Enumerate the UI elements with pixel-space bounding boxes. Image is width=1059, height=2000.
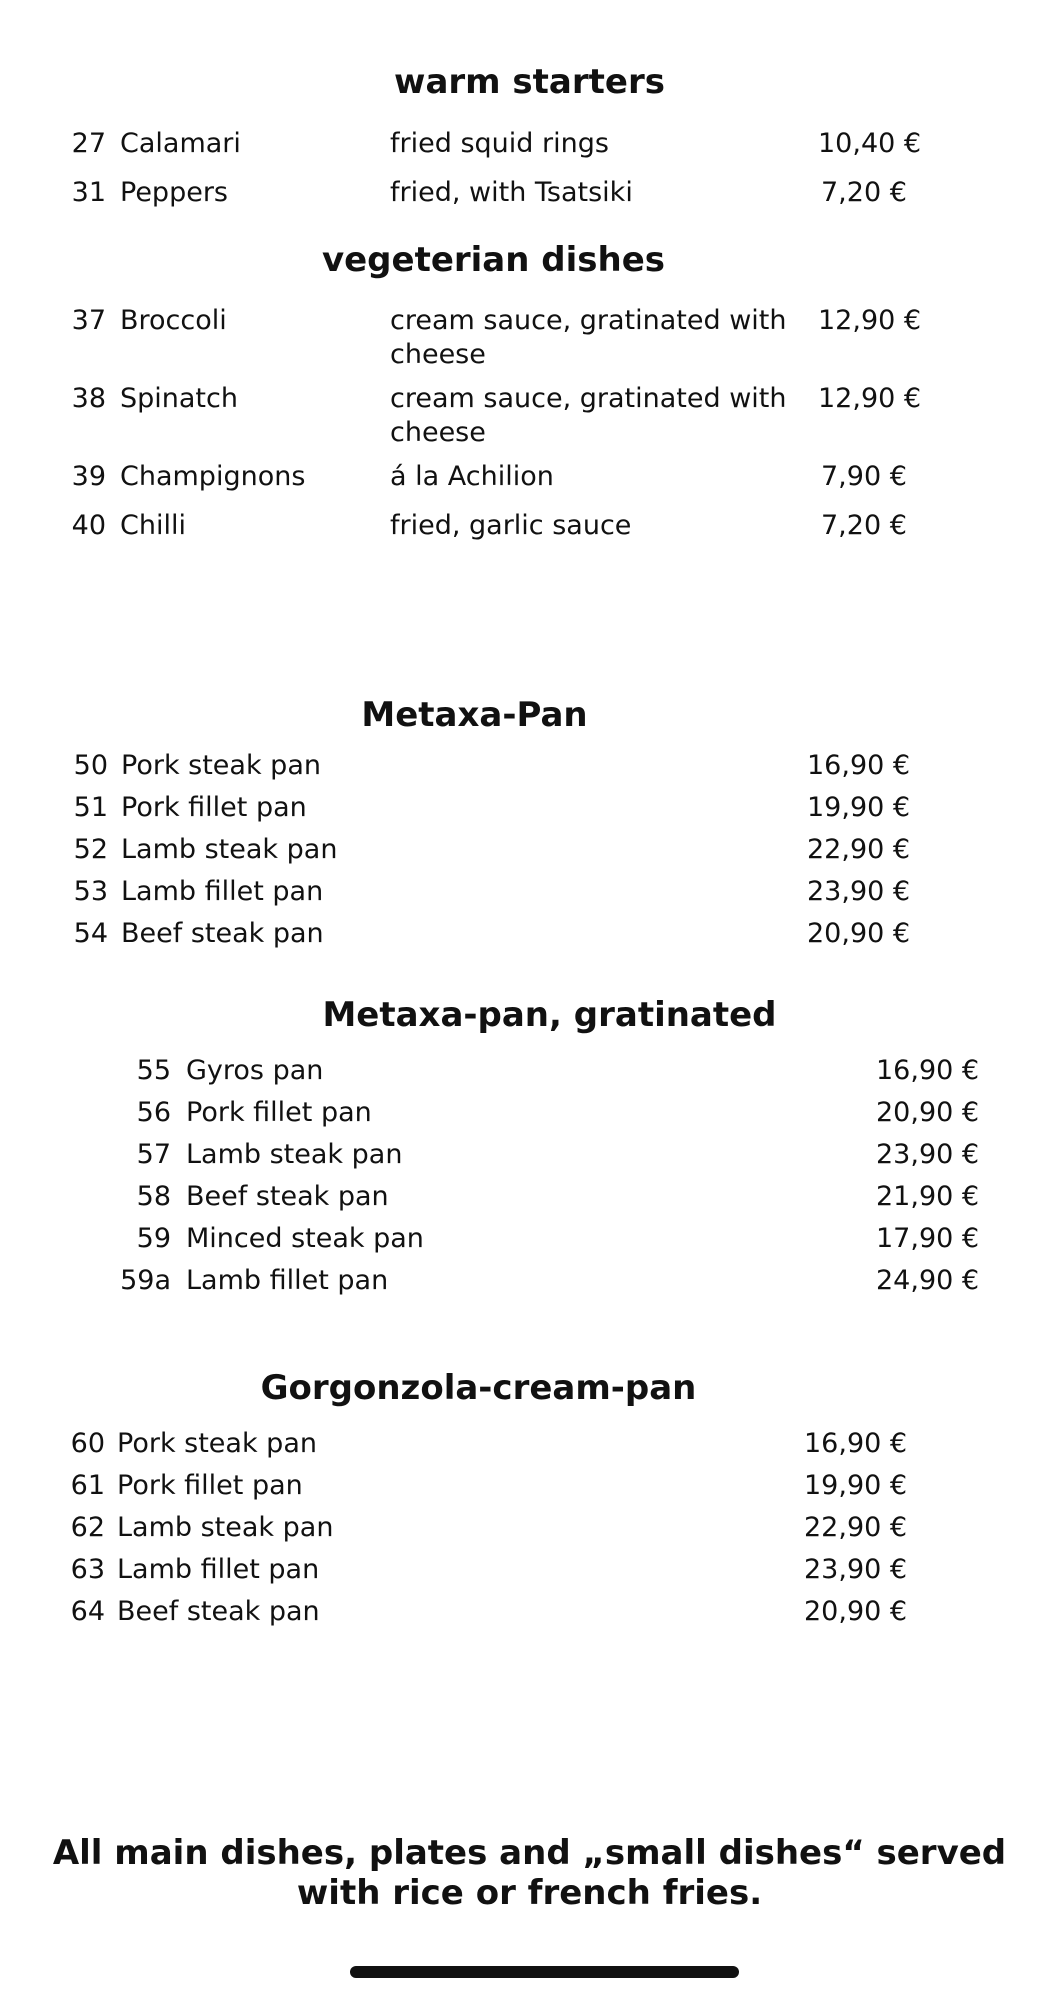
item-number: 52 <box>73 834 108 865</box>
item-name: Pork fillet pan <box>121 792 307 823</box>
item-number: 62 <box>70 1512 105 1543</box>
item-number: 27 <box>71 128 106 159</box>
home-indicator[interactable] <box>350 1966 739 1978</box>
item-name: Spinatch <box>120 383 238 414</box>
item-number: 59 <box>136 1223 171 1254</box>
footer-note-line-2: with rice or french fries. <box>296 1873 763 1913</box>
item-description: cream sauce, gratinated with cheese <box>390 383 787 448</box>
menu-item <box>0 509 1059 543</box>
item-number: 63 <box>70 1554 105 1585</box>
item-price: 23,90 € <box>804 1554 908 1585</box>
item-description: á la Achilion <box>390 461 554 492</box>
menu-item <box>0 460 1059 494</box>
item-name: Lamb steak pan <box>121 834 338 865</box>
item-price: 20,90 € <box>804 1596 908 1627</box>
section-title-vegetarian: vegeterian dishes <box>321 240 666 280</box>
item-name: Pork fillet pan <box>186 1097 372 1128</box>
item-name: Champignons <box>120 461 306 492</box>
item-number: 57 <box>136 1139 171 1170</box>
item-name: Lamb steak pan <box>117 1512 334 1543</box>
item-number: 31 <box>71 177 106 208</box>
item-price: 7,90 € <box>821 461 907 492</box>
section-title-metaxa-pan: Metaxa-Pan <box>361 695 588 735</box>
menu-item <box>0 304 1059 374</box>
item-number: 53 <box>73 876 108 907</box>
item-price: 16,90 € <box>804 1428 908 1459</box>
item-price: 22,90 € <box>807 834 911 865</box>
item-name: Gyros pan <box>186 1055 324 1086</box>
item-description: fried, garlic sauce <box>390 510 632 541</box>
item-price: 23,90 € <box>876 1139 980 1170</box>
item-number: 54 <box>73 918 108 949</box>
item-name: Minced steak pan <box>186 1223 424 1254</box>
section-title-warm-starters: warm starters <box>394 62 665 102</box>
item-description: fried, with Tsatsiki <box>390 177 633 208</box>
item-number: 64 <box>70 1596 105 1627</box>
item-price: 19,90 € <box>804 1470 908 1501</box>
item-number: 58 <box>136 1181 171 1212</box>
item-price: 23,90 € <box>807 876 911 907</box>
item-name: Calamari <box>120 128 241 159</box>
item-name: Beef steak pan <box>117 1596 320 1627</box>
item-number: 51 <box>73 792 108 823</box>
item-number: 61 <box>70 1470 105 1501</box>
item-name: Pork fillet pan <box>117 1470 303 1501</box>
item-name: Lamb fillet pan <box>186 1265 389 1296</box>
item-price: 12,90 € <box>818 383 922 414</box>
item-name: Lamb fillet pan <box>117 1554 320 1585</box>
menu-item <box>0 127 1059 161</box>
item-name: Pork steak pan <box>117 1428 317 1459</box>
section-title-metaxa-gratinated: Metaxa-pan, gratinated <box>322 995 777 1035</box>
item-name: Beef steak pan <box>186 1181 389 1212</box>
item-price: 20,90 € <box>876 1097 980 1128</box>
item-number: 39 <box>71 461 106 492</box>
menu-item <box>0 382 1059 452</box>
item-number: 55 <box>136 1055 171 1086</box>
item-price: 20,90 € <box>807 918 911 949</box>
item-price: 21,90 € <box>876 1181 980 1212</box>
footer-note-line-1: All main dishes, plates and „small dishes“ served <box>52 1833 1007 1873</box>
item-name: Chilli <box>120 510 186 541</box>
item-price: 16,90 € <box>807 750 911 781</box>
item-price: 7,20 € <box>821 510 907 541</box>
item-number: 59a <box>120 1265 171 1296</box>
item-price: 17,90 € <box>876 1223 980 1254</box>
footer-note <box>0 1833 1059 1913</box>
item-description: fried squid rings <box>390 128 609 159</box>
item-number: 56 <box>136 1097 171 1128</box>
item-price: 12,90 € <box>818 305 922 336</box>
item-number: 60 <box>70 1428 105 1459</box>
item-name: Broccoli <box>120 305 227 336</box>
item-price: 22,90 € <box>804 1512 908 1543</box>
item-price: 24,90 € <box>876 1265 980 1296</box>
item-name: Lamb steak pan <box>186 1139 403 1170</box>
item-price: 16,90 € <box>876 1055 980 1086</box>
item-name: Beef steak pan <box>121 918 324 949</box>
item-number: 40 <box>71 510 106 541</box>
item-name: Pork steak pan <box>121 750 321 781</box>
item-price: 7,20 € <box>821 177 907 208</box>
item-number: 37 <box>71 305 106 336</box>
item-number: 50 <box>73 750 108 781</box>
item-name: Peppers <box>120 177 228 208</box>
item-number: 38 <box>71 383 106 414</box>
section-title-gorgonzola: Gorgonzola-cream-pan <box>260 1368 697 1408</box>
item-price: 10,40 € <box>818 128 922 159</box>
item-name: Lamb fillet pan <box>121 876 324 907</box>
item-description: cream sauce, gratinated with cheese <box>390 305 787 370</box>
item-price: 19,90 € <box>807 792 911 823</box>
menu-item <box>0 176 1059 210</box>
